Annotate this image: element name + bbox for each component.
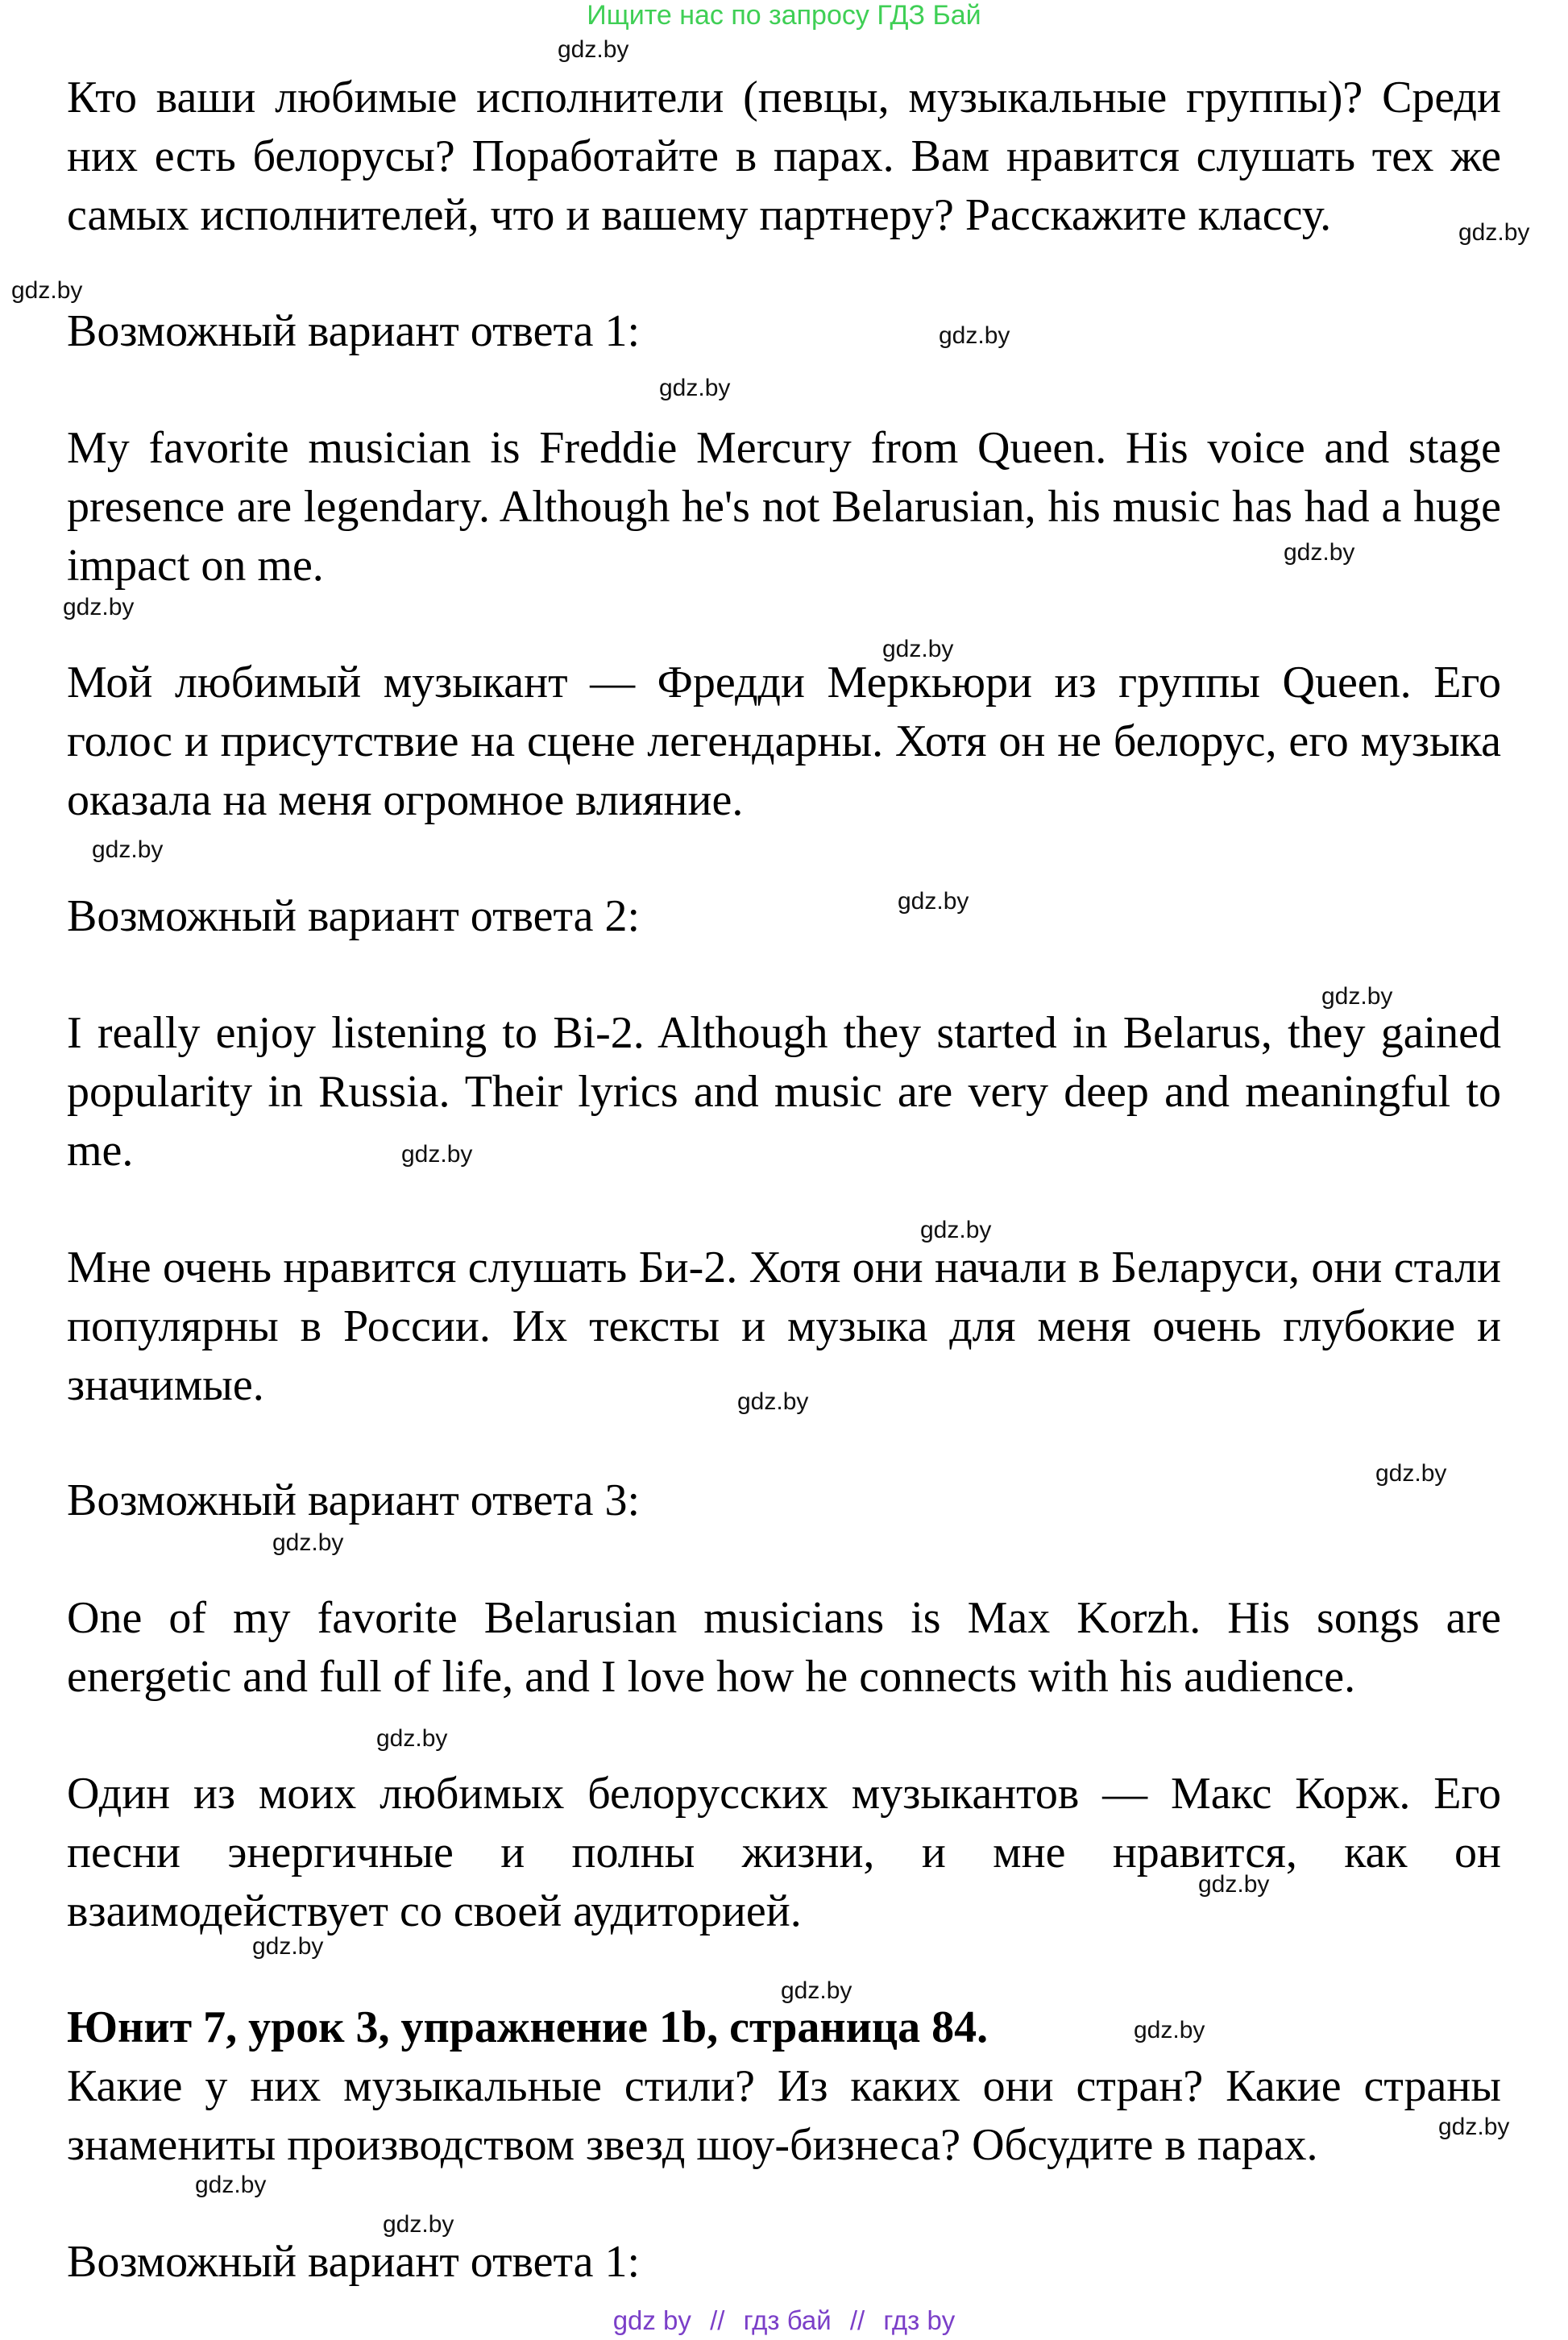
watermark-text: gdz.by <box>195 2172 267 2198</box>
answer-1-russian: Мой любимый музыкант — Фредди Меркьюри из группы Queen. Его голос и присутствие на сцене легендарны. Хотя он не белорус, его музыка оказала на меня огромное влияние. <box>67 658 1501 825</box>
watermark-text: gdz.by <box>401 1141 473 1168</box>
question-2-text: Какие у них музыкальные стили? Из каких они стран? Какие страны знамениты производством звезд шоу-бизнеса? Обсудите в парах. <box>67 2061 1501 2170</box>
watermark-text: gdz.by <box>92 836 164 863</box>
footer-link-gdz-by[interactable]: gdz by <box>612 2305 691 2335</box>
footer-separator: // <box>710 2305 725 2335</box>
variant-label-4: Возможный вариант ответа 1: <box>67 2237 641 2287</box>
watermark-text: gdz.by <box>383 2211 454 2238</box>
watermark-text: gdz.by <box>1198 1871 1270 1898</box>
watermark-text: gdz.by <box>272 1529 344 1556</box>
footer-separator: // <box>849 2305 865 2335</box>
watermark-text: gdz.by <box>63 594 135 620</box>
watermark-text: gdz.by <box>1438 2114 1510 2140</box>
watermark-text: gdz.by <box>1284 539 1355 566</box>
variant-label-1: Возможный вариант ответа 1: <box>67 306 641 356</box>
answer-1-english: My favorite musician is Freddie Mercury from Queen. His voice and stage presence are legendary. Although he's not Belarusian, his music has had a huge impact on me. <box>67 423 1501 591</box>
answer-3-russian: Один из моих любимых белорусских музыкантов — Макс Корж. Его песни энергичные и полны жизни, и мне нравится, как он взаимодействует со своей аудиторией. <box>67 1769 1501 1936</box>
top-banner[interactable]: Ищите нас по запросу ГДЗ Бай <box>587 0 981 31</box>
footer-link-gdz-by-ru[interactable]: гдз by <box>883 2305 956 2335</box>
answer-3-english: One of my favorite Belarusian musicians is Max Korzh. His songs are energetic and full of life, and I love how he connects with his audience. <box>67 1593 1501 1702</box>
watermark-text: gdz.by <box>376 1725 448 1752</box>
variant-label-3: Возможный вариант ответа 3: <box>67 1475 641 1525</box>
section-heading: Юнит 7, урок 3, упражнение 1b, страница 84. <box>67 2002 989 2052</box>
watermark-text: gdz.by <box>1458 219 1530 246</box>
watermark-text: gdz.by <box>558 36 629 63</box>
question-1-text: Кто ваши любимые исполнители (певцы, музыкальные группы)? Среди них есть белорусы? Поработайте в парах. Вам нравится слушать тех же самых исполнителей, что и вашему партнеру? Расскажите классу. <box>67 73 1501 240</box>
watermark-text: gdz.by <box>882 636 954 662</box>
watermark-text: gdz.by <box>1375 1460 1447 1487</box>
variant-label-2: Возможный вариант ответа 2: <box>67 891 641 941</box>
watermark-text: gdz.by <box>781 1977 852 2004</box>
watermark-text: gdz.by <box>1321 983 1393 1010</box>
watermark-text: gdz.by <box>1134 2017 1205 2043</box>
watermark-text: gdz.by <box>11 277 83 304</box>
watermark-text: gdz.by <box>898 888 969 915</box>
footer-link-gdz-bai[interactable]: гдз бай <box>743 2305 832 2335</box>
watermark-text: gdz.by <box>252 1933 324 1960</box>
watermark-text: gdz.by <box>920 1217 992 1243</box>
watermark-text: gdz.by <box>939 322 1010 349</box>
answer-2-english: I really enjoy listening to Bi-2. Although they started in Belarus, they gained popularity in Russia. Their lyrics and music are very deep and meaningful to me. <box>67 1008 1501 1176</box>
watermark-text: gdz.by <box>737 1388 809 1415</box>
footer-links <box>0 2307 1568 2334</box>
answer-2-russian: Мне очень нравится слушать Би-2. Хотя они начали в Беларуси, они стали популярны в России. Их тексты и музыка для меня очень глубокие и значимые. <box>67 1243 1501 1410</box>
watermark-text: gdz.by <box>659 375 731 401</box>
